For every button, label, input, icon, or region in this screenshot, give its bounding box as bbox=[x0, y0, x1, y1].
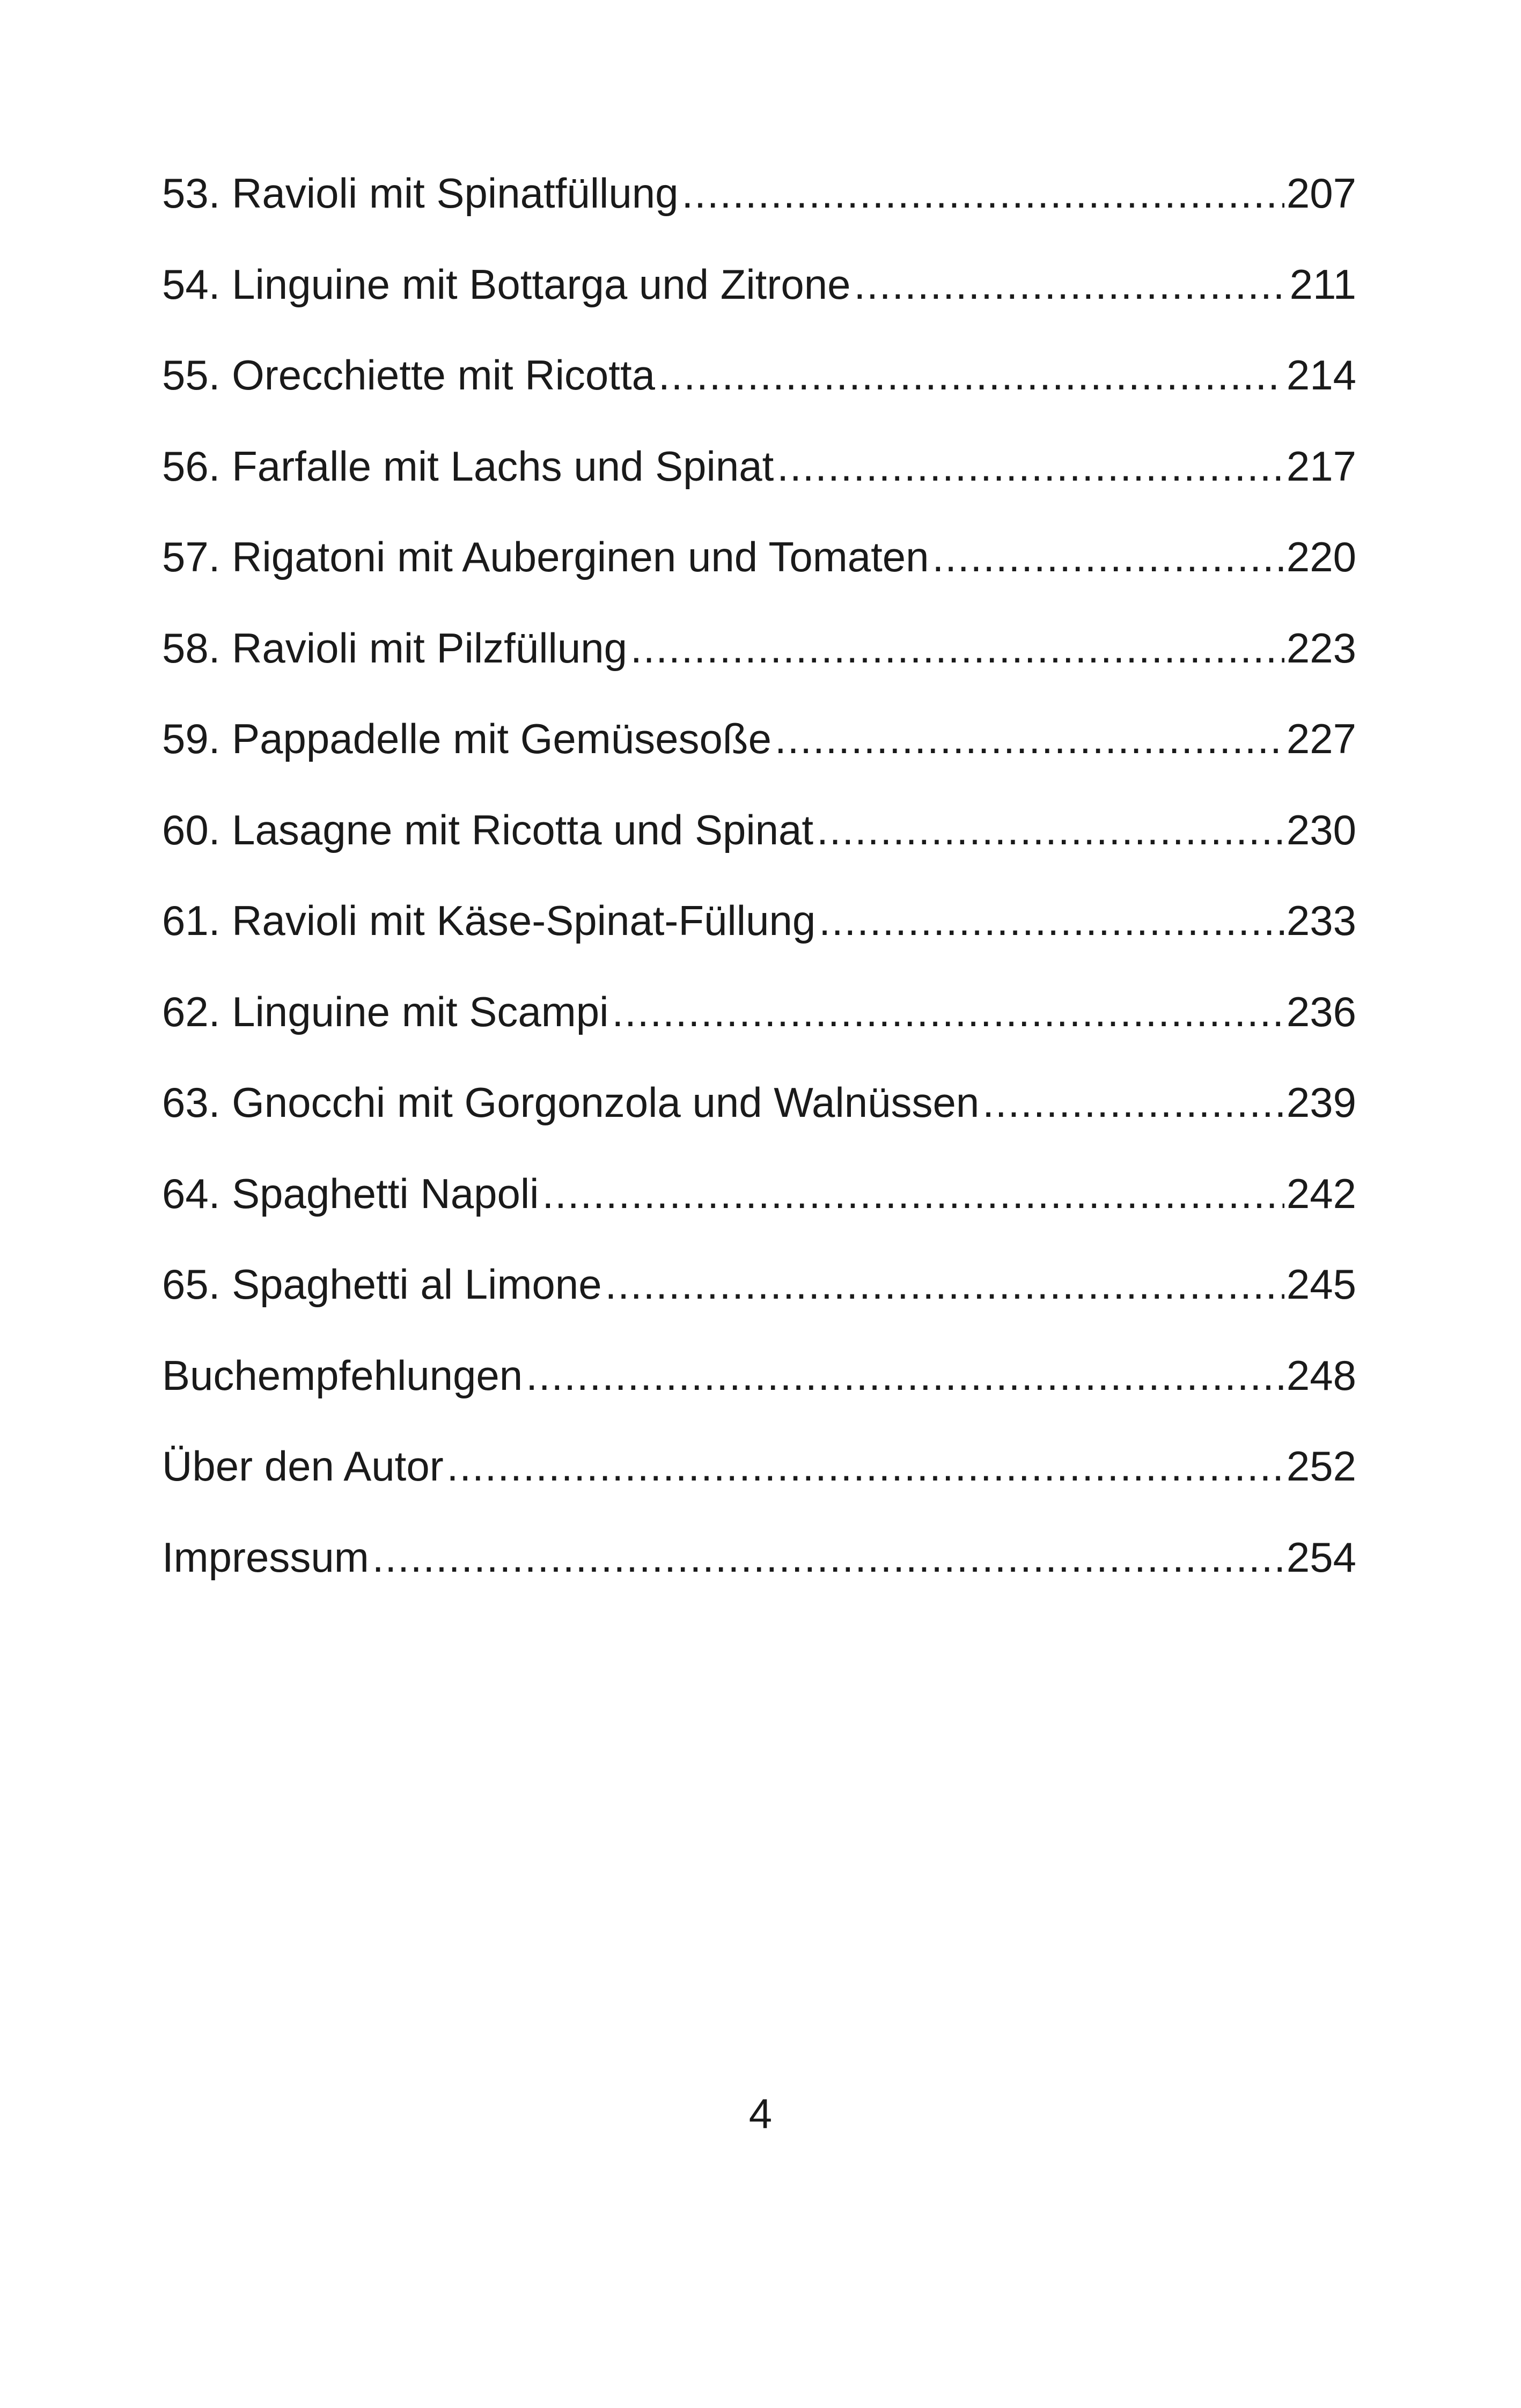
toc-entry[interactable] bbox=[162, 1070, 1356, 1161]
toc-entry[interactable] bbox=[162, 888, 1356, 980]
toc-dot-leader bbox=[372, 1525, 1284, 1589]
toc-entry[interactable] bbox=[162, 252, 1356, 343]
toc-entry-title: 65. Spaghetti al Limone bbox=[162, 1261, 602, 1308]
toc-dot-leader bbox=[605, 1252, 1284, 1316]
toc-entry[interactable] bbox=[162, 616, 1356, 707]
toc-entry[interactable] bbox=[162, 798, 1356, 889]
toc-entry[interactable] bbox=[162, 161, 1356, 252]
toc-entry-page: 245 bbox=[1286, 1261, 1356, 1308]
toc-entry-page: 227 bbox=[1286, 715, 1356, 762]
toc-dot-leader bbox=[982, 1070, 1284, 1135]
toc-entry-title: 58. Ravioli mit Pilzfüllung bbox=[162, 624, 628, 672]
toc-entry-page: 242 bbox=[1286, 1169, 1356, 1217]
toc-entry[interactable] bbox=[162, 343, 1356, 434]
toc-entry-title: 59. Pappadelle mit Gemüsesoße bbox=[162, 715, 771, 762]
toc-entry-title: Impressum bbox=[162, 1533, 369, 1581]
toc-entry-page: 233 bbox=[1286, 897, 1356, 944]
toc-entry-page: 252 bbox=[1286, 1442, 1356, 1490]
toc-entry-title: 61. Ravioli mit Käse-Spinat-Füllung bbox=[162, 897, 816, 944]
toc-entry-page: 248 bbox=[1286, 1351, 1356, 1399]
toc-entry-page: 220 bbox=[1286, 533, 1356, 580]
toc-entry-title: 62. Linguine mit Scampi bbox=[162, 988, 609, 1035]
toc-entry[interactable] bbox=[162, 1525, 1356, 1616]
toc-dot-leader bbox=[854, 252, 1287, 316]
toc-dot-leader bbox=[777, 434, 1284, 498]
toc-entry-title: 53. Ravioli mit Spinatfüllung bbox=[162, 170, 679, 217]
toc-dot-leader bbox=[447, 1434, 1284, 1498]
toc-entry-title: Buchempfehlungen bbox=[162, 1351, 523, 1399]
toc-dot-leader bbox=[612, 980, 1284, 1044]
toc-entry-page: 214 bbox=[1286, 351, 1356, 399]
page-number: 4 bbox=[748, 2090, 773, 2137]
toc-dot-leader bbox=[658, 343, 1284, 407]
toc-entry-title: 64. Spaghetti Napoli bbox=[162, 1169, 539, 1217]
toc-dot-leader bbox=[775, 706, 1284, 771]
toc-entry-page: 207 bbox=[1286, 170, 1356, 217]
toc-entry-page: 217 bbox=[1286, 442, 1356, 490]
toc-entry-page: 239 bbox=[1286, 1079, 1356, 1126]
toc-entry[interactable] bbox=[162, 1343, 1356, 1434]
toc-entry[interactable] bbox=[162, 1161, 1356, 1253]
toc-entry-page: 211 bbox=[1289, 260, 1356, 308]
toc-entry[interactable] bbox=[162, 706, 1356, 798]
toc-entry-page: 230 bbox=[1286, 806, 1356, 853]
toc-entry[interactable] bbox=[162, 525, 1356, 616]
toc-dot-leader bbox=[932, 525, 1284, 589]
toc-entry[interactable] bbox=[162, 980, 1356, 1071]
toc-dot-leader bbox=[630, 616, 1284, 680]
table-of-contents bbox=[162, 161, 1356, 1616]
toc-entry-title: Über den Autor bbox=[162, 1442, 444, 1490]
toc-entry-page: 223 bbox=[1286, 624, 1356, 672]
toc-dot-leader bbox=[526, 1343, 1284, 1408]
toc-entry[interactable] bbox=[162, 1252, 1356, 1343]
toc-dot-leader bbox=[682, 161, 1284, 225]
toc-dot-leader bbox=[819, 888, 1284, 953]
toc-entry-page: 254 bbox=[1286, 1533, 1356, 1581]
toc-entry-title: 56. Farfalle mit Lachs und Spinat bbox=[162, 442, 774, 490]
toc-entry-title: 63. Gnocchi mit Gorgonzola und Walnüssen bbox=[162, 1079, 980, 1126]
toc-entry-page: 236 bbox=[1286, 988, 1356, 1035]
toc-entry[interactable] bbox=[162, 434, 1356, 525]
toc-entry-title: 54. Linguine mit Bottarga und Zitrone bbox=[162, 260, 851, 308]
toc-entry-title: 57. Rigatoni mit Auberginen und Tomaten bbox=[162, 533, 929, 580]
toc-entry-title: 55. Orecchiette mit Ricotta bbox=[162, 351, 656, 399]
toc-entry[interactable] bbox=[162, 1434, 1356, 1525]
toc-dot-leader bbox=[817, 798, 1284, 862]
toc-entry-title: 60. Lasagne mit Ricotta und Spinat bbox=[162, 806, 814, 853]
toc-dot-leader bbox=[542, 1161, 1284, 1226]
